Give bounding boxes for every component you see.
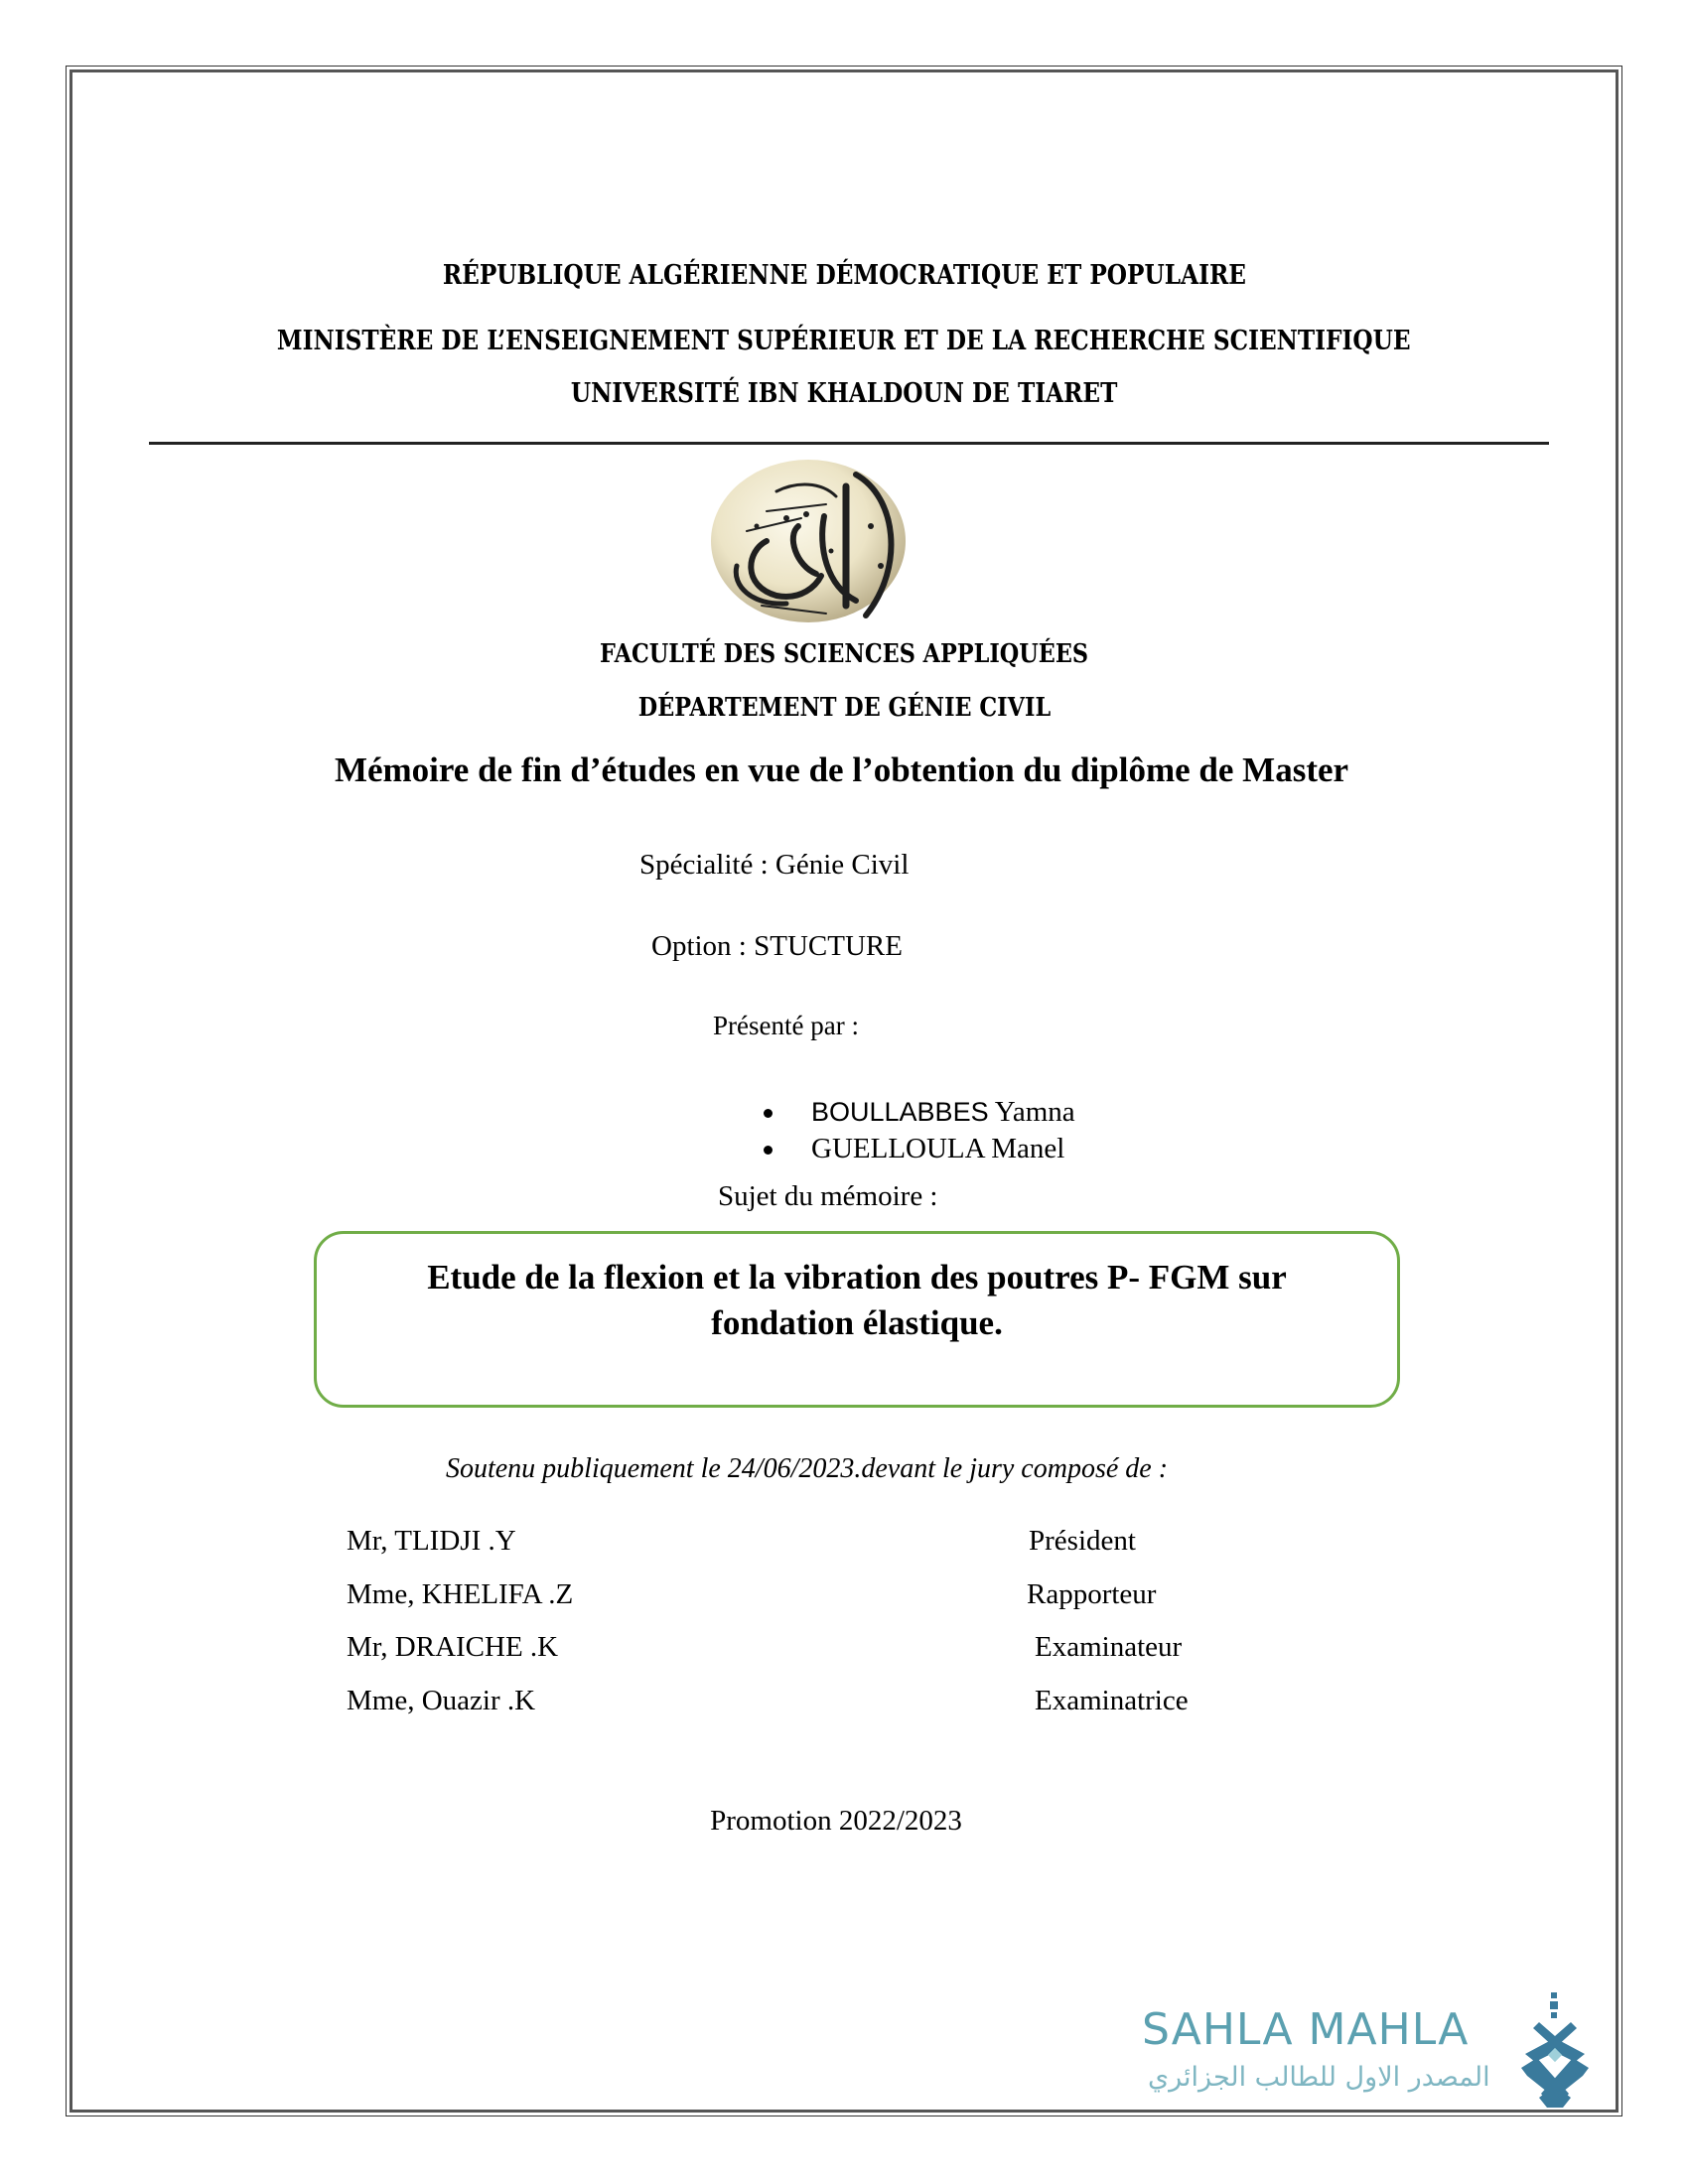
header-divider xyxy=(149,442,1549,445)
promotion-text: Promotion 2022/2023 xyxy=(710,1805,962,1837)
department-heading-row xyxy=(0,693,1688,723)
watermark-title: SAHLA MAHLA xyxy=(1142,2004,1470,2055)
ministry-heading-row xyxy=(0,326,1688,356)
jury-member-role: Examinateur xyxy=(1035,1631,1183,1663)
jury-member-name: Mme, KHELIFA .Z xyxy=(347,1578,574,1610)
ministry-heading: MINISTÈRE DE L’ENSEIGNEMENT SUPÉRIEUR ET DE LA RECHERCHE SCIENTIFIQUE xyxy=(277,326,1411,356)
memoire-title: Mémoire de fin d’études en vue de l’obtention du diplôme de Master xyxy=(334,751,1349,789)
student-first-name: Yamna xyxy=(994,1096,1075,1128)
sahla-mahla-watermark xyxy=(1142,2000,1599,2110)
bullet-icon xyxy=(764,1109,773,1118)
students-list xyxy=(760,1094,1075,1167)
university-heading-row xyxy=(0,378,1688,409)
sahla-mahla-logo-icon xyxy=(1517,1992,1593,2110)
faculty-heading: FACULTÉ DES SCIENCES APPLIQUÉES xyxy=(600,639,1088,669)
subject-title-line-2: fondation élastique. xyxy=(711,1303,1003,1342)
presented-by-label: Présenté par : xyxy=(713,1011,859,1040)
jury-member-name: Mr, TLIDJI .Y xyxy=(347,1525,516,1557)
department-heading: DÉPARTEMENT DE GÉNIE CIVIL xyxy=(637,693,1051,723)
subject-label: Sujet du mémoire : xyxy=(718,1180,938,1212)
republic-heading-row xyxy=(0,260,1688,291)
faculty-heading-row xyxy=(0,639,1688,669)
defense-statement: Soutenu publiquement le 24/06/2023.devant le jury composé de : xyxy=(445,1453,1169,1484)
student-item xyxy=(760,1094,1075,1131)
university-heading: UNIVERSITÉ IBN KHALDOUN DE TIARET xyxy=(570,378,1118,409)
student-last-name: GUELLOULA xyxy=(811,1133,984,1164)
jury-member-role: Rapporteur xyxy=(1027,1578,1157,1610)
republic-heading: RÉPUBLIQUE ALGÉRIENNE DÉMOCRATIQUE ET POPULAIRE xyxy=(442,260,1246,291)
jury-member-role: Examinatrice xyxy=(1035,1685,1189,1716)
jury-member-name: Mr, DRAICHE .K xyxy=(347,1631,559,1663)
student-first-name: Manel xyxy=(991,1133,1065,1164)
option-text: Option : STUCTURE xyxy=(651,930,903,962)
jury-member-name: Mme, Ouazir .K xyxy=(347,1685,536,1716)
subject-title xyxy=(314,1255,1400,1346)
jury-member-role: Président xyxy=(1029,1525,1136,1557)
watermark-subtitle: المصدر الاول للطالب الجزائري xyxy=(1148,2062,1490,2093)
speciality-text: Spécialité : Génie Civil xyxy=(639,849,910,881)
bullet-icon xyxy=(764,1146,773,1155)
university-ibn-khaldoun-logo-icon xyxy=(707,457,911,625)
subject-title-line-1: Etude de la flexion et la vibration des poutres P- FGM sur xyxy=(427,1258,1287,1297)
student-last-name: BOULLABBES xyxy=(811,1097,989,1127)
student-item xyxy=(760,1131,1075,1167)
